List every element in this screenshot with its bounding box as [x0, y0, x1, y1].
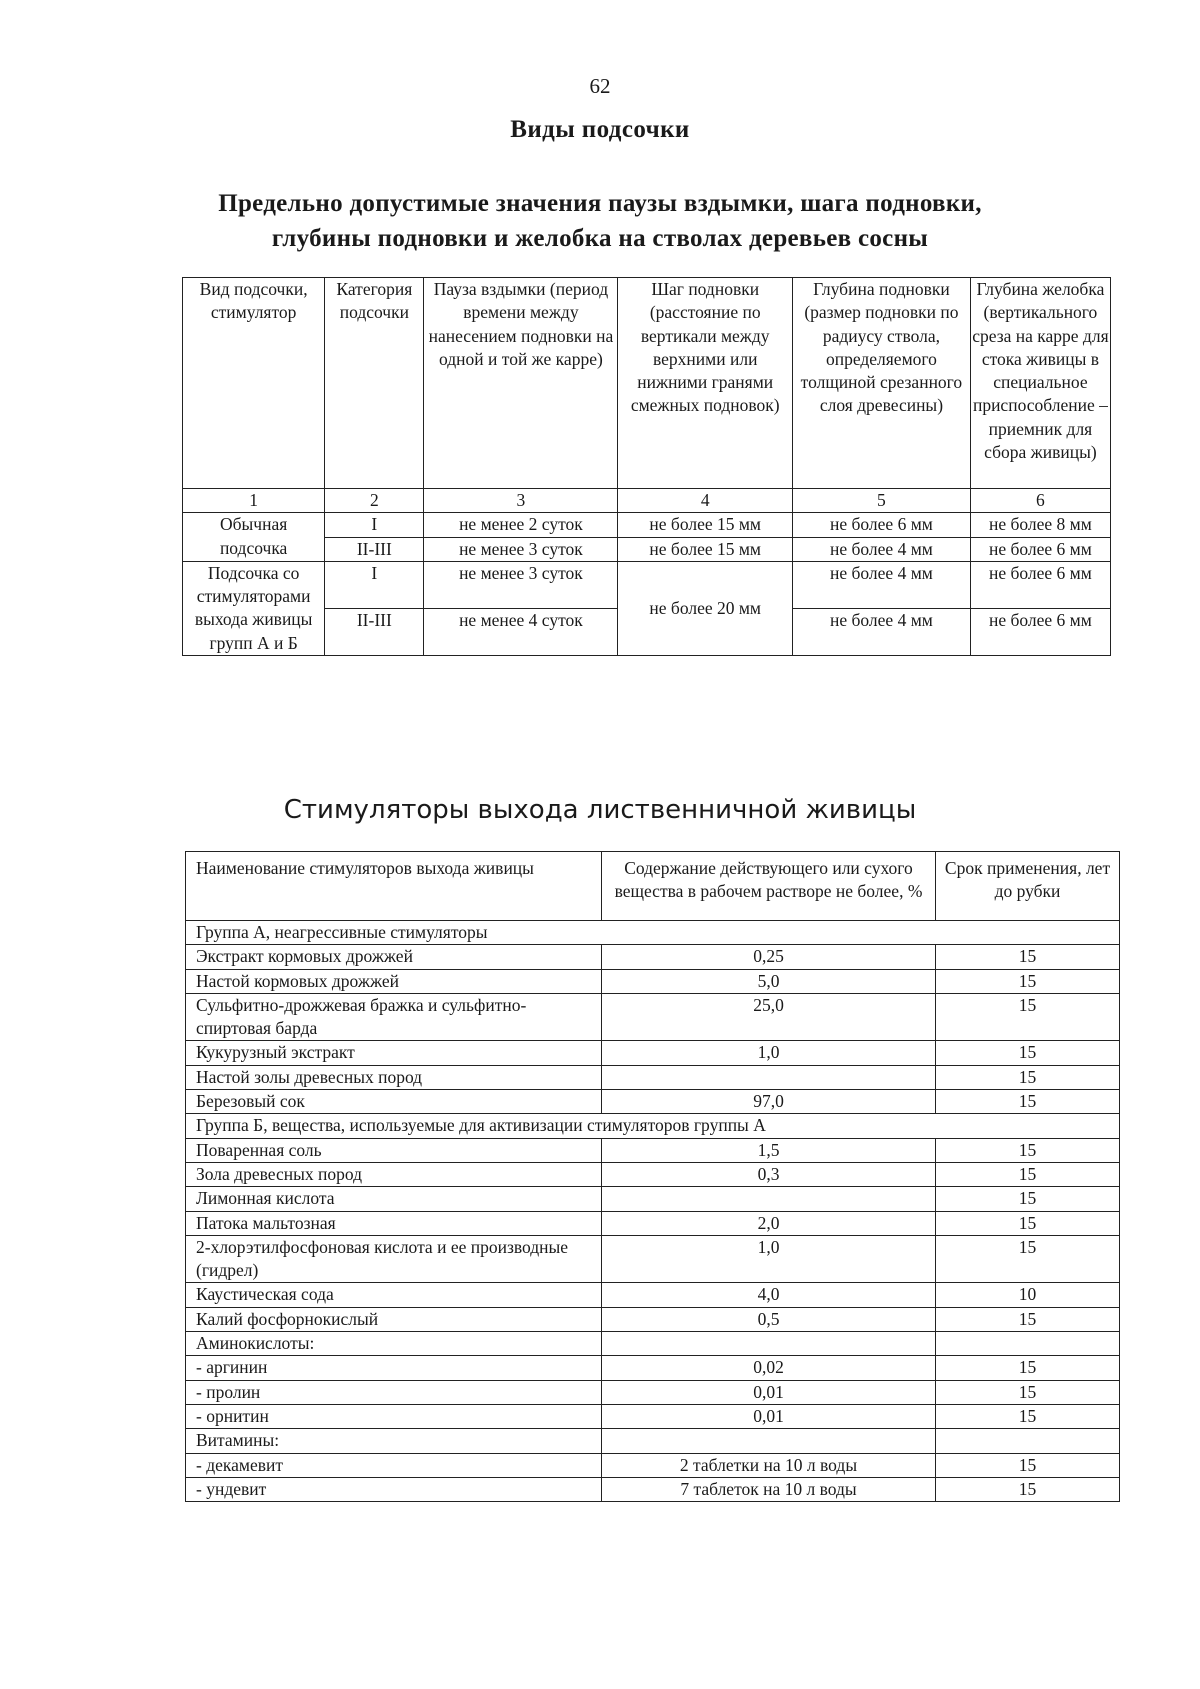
- stimulator-name-cell: Экстракт кормовых дрожжей: [186, 945, 602, 969]
- header-stimulator-name: Наименование стимуляторов выхода живицы: [186, 852, 602, 921]
- table-row: [186, 1307, 1120, 1331]
- header-pause: Пауза вздымки (период времени между нанесением подновки на одной и той же карре): [424, 278, 618, 489]
- limits-heading: [100, 186, 1100, 256]
- header-category: Категория подсочки: [325, 278, 424, 489]
- term-cell: 15: [936, 1041, 1120, 1065]
- step-cell: не более 15 мм: [618, 513, 793, 537]
- stimulator-name-cell: Аминокислоты:: [186, 1332, 602, 1356]
- content-cell: [602, 1065, 936, 1089]
- content-cell: 7 таблеток на 10 л воды: [602, 1477, 936, 1501]
- term-cell: 15: [936, 1187, 1120, 1211]
- type-cell: Обычная подсочка: [183, 513, 325, 562]
- header-term: Срок применения, лет до рубки: [936, 852, 1120, 921]
- pause-cell: не менее 2 суток: [424, 513, 618, 537]
- term-cell: 15: [936, 969, 1120, 993]
- header-content: Содержание действующего или сухого вещества в рабочем растворе не более, %: [602, 852, 936, 921]
- stimulator-name-cell: - орнитин: [186, 1404, 602, 1428]
- table-row: [186, 1187, 1120, 1211]
- table-row: [186, 1162, 1120, 1186]
- stimulator-name-cell: Калий фосфорнокислый: [186, 1307, 602, 1331]
- stimulator-name-cell: Лимонная кислота: [186, 1187, 602, 1211]
- term-cell: 15: [936, 1065, 1120, 1089]
- table-row: [183, 513, 1111, 537]
- term-cell: 15: [936, 993, 1120, 1041]
- table-row: [183, 561, 1111, 608]
- step-cell: не более 15 мм: [618, 537, 793, 561]
- column-number: 6: [970, 489, 1110, 513]
- limits-heading-line-1: Предельно допустимые значения паузы вздымки, шага подновки,: [218, 190, 982, 217]
- group-b-label: Группа Б, вещества, используемые для активизации стимуляторов группы А: [186, 1114, 1120, 1138]
- content-cell: 1,0: [602, 1041, 936, 1065]
- stimulator-name-cell: Настой кормовых дрожжей: [186, 969, 602, 993]
- term-cell: 15: [936, 1477, 1120, 1501]
- groove-cell: не более 6 мм: [970, 561, 1110, 608]
- category-cell: I: [325, 561, 424, 608]
- content-cell: 2 таблетки на 10 л воды: [602, 1453, 936, 1477]
- depth-cell: не более 4 мм: [793, 561, 971, 608]
- table-row: [186, 1065, 1120, 1089]
- term-cell: 15: [936, 1356, 1120, 1380]
- group-row: [186, 921, 1120, 945]
- stimulator-name-cell: Зола древесных пород: [186, 1162, 602, 1186]
- term-cell: [936, 1332, 1120, 1356]
- table-row: [186, 969, 1120, 993]
- term-cell: 15: [936, 1307, 1120, 1331]
- column-number: 5: [793, 489, 971, 513]
- table-row: [186, 1453, 1120, 1477]
- depth-cell: не более 4 мм: [793, 537, 971, 561]
- group-a-label: Группа А, неагрессивные стимуляторы: [186, 921, 1120, 945]
- term-cell: 15: [936, 1380, 1120, 1404]
- table-row: [186, 1090, 1120, 1114]
- page-number: 62: [589, 74, 611, 98]
- main-heading: Виды подсочки: [510, 116, 690, 143]
- category-cell: II-III: [325, 537, 424, 561]
- category-cell: II-III: [325, 608, 424, 655]
- column-number: 4: [618, 489, 793, 513]
- pause-cell: не менее 3 суток: [424, 537, 618, 561]
- term-cell: 15: [936, 945, 1120, 969]
- term-cell: 10: [936, 1283, 1120, 1307]
- content-cell: 1,5: [602, 1138, 936, 1162]
- stimulators-heading: Стимуляторы выхода лиственничной живицы: [283, 795, 917, 825]
- table-row: [186, 1283, 1120, 1307]
- stimulator-name-cell: 2-хлорэтилфосфоновая кислота и ее производные (гидрел): [186, 1235, 602, 1283]
- column-number-row: [183, 489, 1111, 513]
- table-row: [186, 1332, 1120, 1356]
- content-cell: 4,0: [602, 1283, 936, 1307]
- term-cell: 15: [936, 1235, 1120, 1283]
- table-row: [186, 1235, 1120, 1283]
- group-row: [186, 1114, 1120, 1138]
- stimulators-table: [185, 851, 1120, 1502]
- depth-cell: не более 6 мм: [793, 513, 971, 537]
- table-row: [186, 1211, 1120, 1235]
- table-row: [186, 1380, 1120, 1404]
- pause-cell: не менее 4 суток: [424, 608, 618, 655]
- type-cell: Подсочка со стимуляторами выхода живицы групп А и Б: [183, 561, 325, 655]
- term-cell: [936, 1429, 1120, 1453]
- pause-cell: не менее 3 суток: [424, 561, 618, 608]
- content-cell: 0,01: [602, 1380, 936, 1404]
- content-cell: [602, 1187, 936, 1211]
- column-number: 2: [325, 489, 424, 513]
- limits-table: [182, 277, 1111, 656]
- header-depth: Глубина подновки (размер подновки по радиусу ствола, определяемого толщиной срезанного слоя древесины): [793, 278, 971, 489]
- table-row: [186, 1041, 1120, 1065]
- stimulator-name-cell: Патока мальтозная: [186, 1211, 602, 1235]
- stimulator-name-cell: Березовый сок: [186, 1090, 602, 1114]
- content-cell: [602, 1429, 936, 1453]
- stimulator-name-cell: Настой золы древесных пород: [186, 1065, 602, 1089]
- term-cell: 15: [936, 1138, 1120, 1162]
- table-row: [186, 1429, 1120, 1453]
- content-cell: 0,5: [602, 1307, 936, 1331]
- term-cell: 15: [936, 1211, 1120, 1235]
- header-groove: Глубина желобка (вертикального среза на карре для стока живицы в специальное приспособление –приемник для сбора живицы): [970, 278, 1110, 489]
- term-cell: 15: [936, 1453, 1120, 1477]
- table-row: [186, 945, 1120, 969]
- limits-header-row: [183, 278, 1111, 489]
- stimulator-name-cell: Сульфитно-дрожжевая бражка и сульфитно-спиртовая барда: [186, 993, 602, 1041]
- content-cell: 1,0: [602, 1235, 936, 1283]
- content-cell: 97,0: [602, 1090, 936, 1114]
- content-cell: 0,02: [602, 1356, 936, 1380]
- content-cell: 0,01: [602, 1404, 936, 1428]
- table-row: [186, 1404, 1120, 1428]
- stimulator-name-cell: - декамевит: [186, 1453, 602, 1477]
- header-step: Шаг подновки (расстояние по вертикали между верхними или нижними гранями смежных подновок): [618, 278, 793, 489]
- column-number: 1: [183, 489, 325, 513]
- step-cell-shared: не более 20 мм: [618, 561, 793, 655]
- groove-cell: не более 6 мм: [970, 537, 1110, 561]
- header-type: Вид подсочки, стимулятор: [183, 278, 325, 489]
- table-row: [186, 1138, 1120, 1162]
- limits-heading-line-2: глубины подновки и желобка на стволах деревьев сосны: [271, 225, 929, 252]
- stimulator-name-cell: - пролин: [186, 1380, 602, 1404]
- stim-header-row: [186, 852, 1120, 921]
- stimulator-name-cell: Каустическая сода: [186, 1283, 602, 1307]
- stimulator-name-cell: - ундевит: [186, 1477, 602, 1501]
- stimulator-name-cell: - аргинин: [186, 1356, 602, 1380]
- term-cell: 15: [936, 1162, 1120, 1186]
- stimulators-table-body: [186, 921, 1120, 1502]
- groove-cell: не более 8 мм: [970, 513, 1110, 537]
- stimulator-name-cell: Поваренная соль: [186, 1138, 602, 1162]
- content-cell: 5,0: [602, 969, 936, 993]
- content-cell: 25,0: [602, 993, 936, 1041]
- term-cell: 15: [936, 1090, 1120, 1114]
- column-number: 3: [424, 489, 618, 513]
- table-row: [186, 1356, 1120, 1380]
- stimulator-name-cell: Кукурузный экстракт: [186, 1041, 602, 1065]
- table-row: [186, 1477, 1120, 1501]
- stimulator-name-cell: Витамины:: [186, 1429, 602, 1453]
- table-row: [186, 993, 1120, 1041]
- content-cell: 0,3: [602, 1162, 936, 1186]
- category-cell: I: [325, 513, 424, 537]
- content-cell: [602, 1332, 936, 1356]
- content-cell: 2,0: [602, 1211, 936, 1235]
- depth-cell: не более 4 мм: [793, 608, 971, 655]
- term-cell: 15: [936, 1404, 1120, 1428]
- content-cell: 0,25: [602, 945, 936, 969]
- groove-cell: не более 6 мм: [970, 608, 1110, 655]
